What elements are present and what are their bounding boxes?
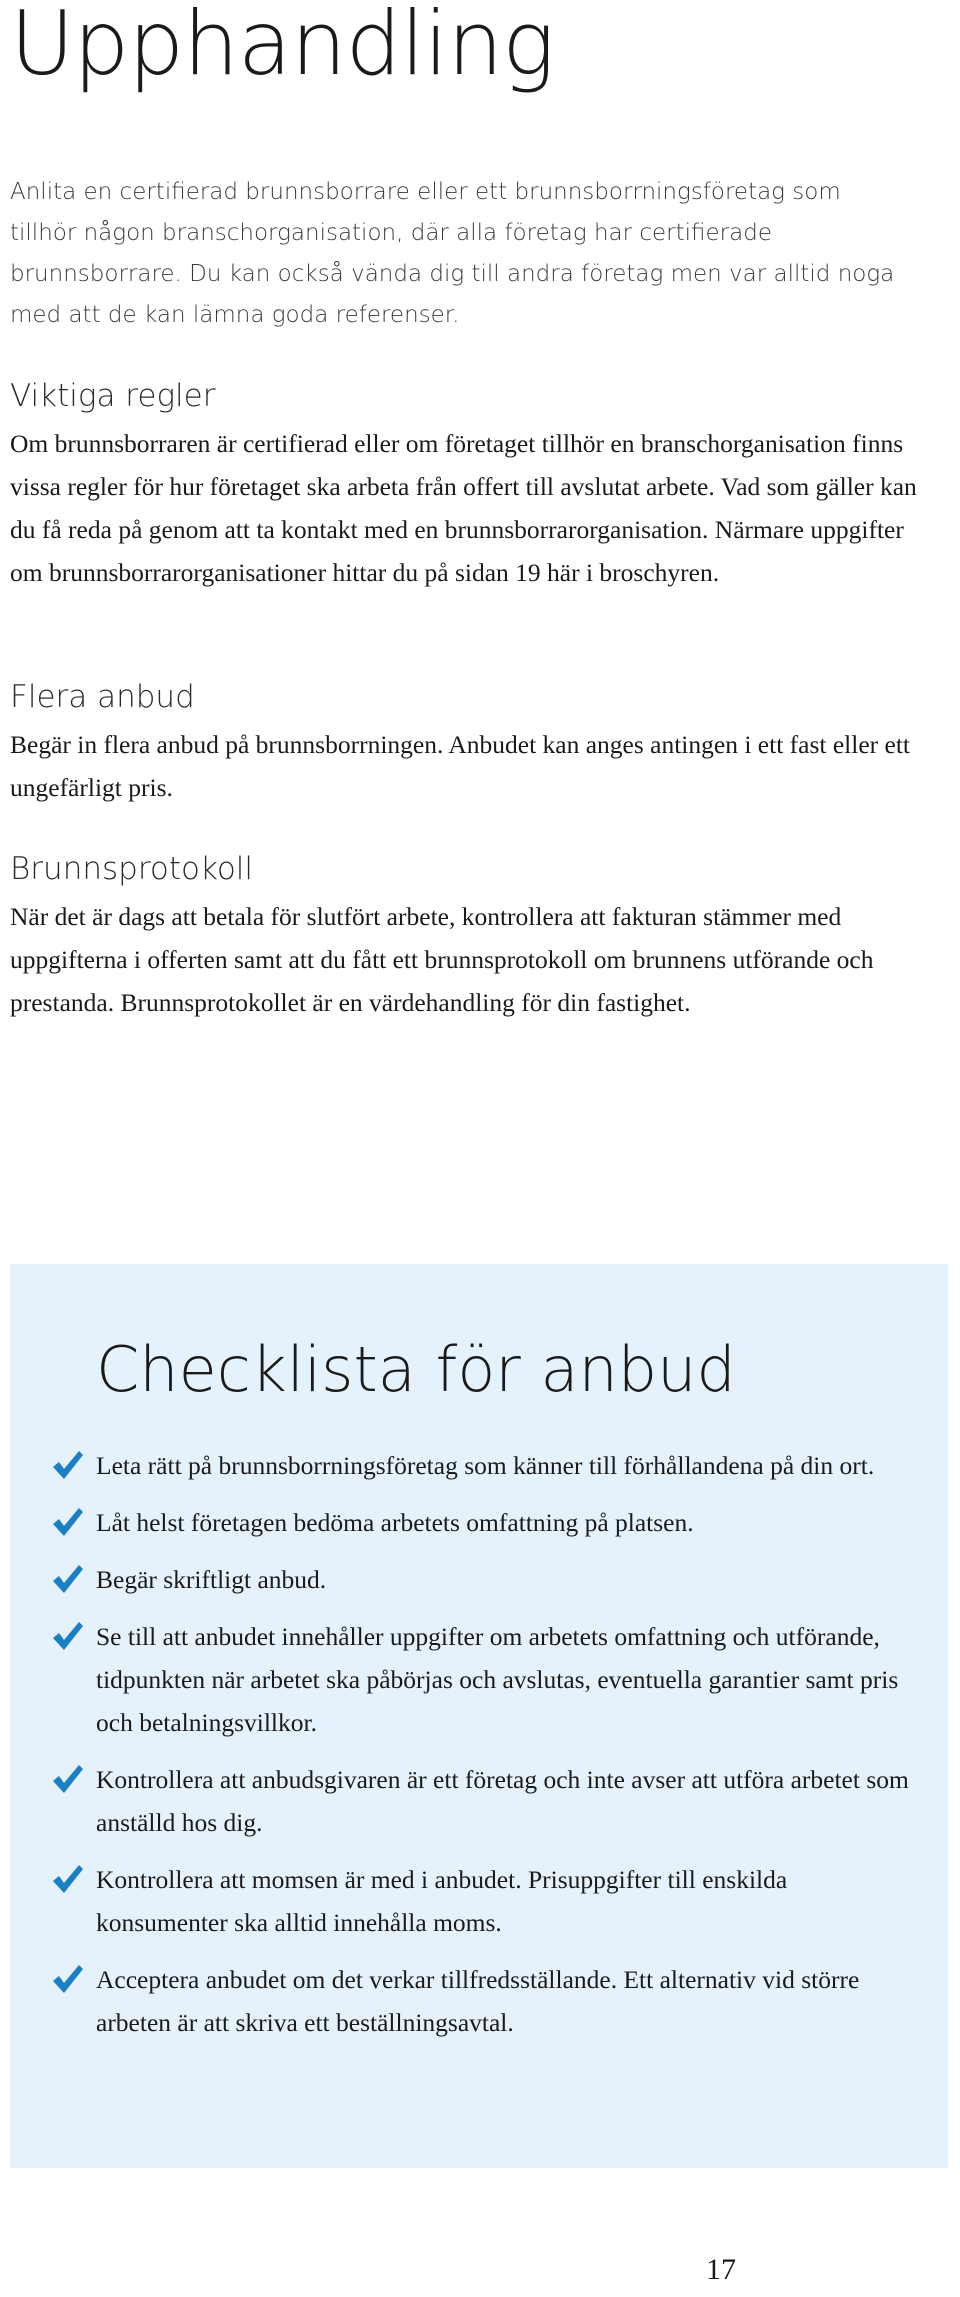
checklist-title: Checklista för anbud [96,1333,736,1406]
checklist-item-text: Acceptera anbudet om det verkar tillfredsställande. Ett alternativ vid större arbeten är att skriva ett beställningsavtal. [96,1965,860,2037]
intro-paragraph: Anlita en certifierad brunnsborrare eller ett brunnsborrningsföretag som tillhör någon branschorganisation, där alla företag har certifierade brunnsborrare. Du kan också vända dig till andra företag men var alltid noga med att de kan lämna goda referenser. [10,179,895,328]
checklist [50,1444,910,2058]
checklist-item-text: Kontrollera att momsen är med i anbudet. Prisuppgifter till enskilda konsumenter ska alltid innehålla moms. [96,1865,788,1937]
section-body: När det är dags att betala för slutfört arbete, kontrollera att fakturan stämmer med uppgifterna i offerten samt att du fått ett brunnsprotokoll om brunnens utförande och prestanda. Brunnsprotokollet är en värdehandling för din fastighet. [10,902,874,1017]
checkmark-icon [50,1619,84,1653]
section-body: Begär in flera anbud på brunnsborrningen. Anbudet kan anges antingen i ett fast eller ett ungefärligt pris. [10,730,911,802]
section-heading: Brunnsprotokoll [10,851,254,887]
checklist-item [50,1615,910,1744]
checklist-item-text: Leta rätt på brunnsborrningsföretag som känner till förhållandena på din ort. [96,1451,875,1480]
section-heading: Viktiga regler [10,378,216,414]
checkmark-icon [50,1562,84,1596]
checklist-item [50,1958,910,2044]
section-viktiga-regler [10,376,930,594]
checkmark-icon [50,1505,84,1539]
section-heading: Flera anbud [10,679,195,715]
checkmark-icon [50,1862,84,1896]
checklist-box [10,1264,948,2168]
checklist-item-text: Se till att anbudet innehåller uppgifter om arbetets omfattning och utförande, tidpunkten när arbetet ska påbörjas och avslutas, eventuella garantier samt pris och betalningsvillkor. [96,1622,899,1737]
section-body: Om brunnsborraren är certifierad eller om företaget tillhör en branschorganisation finns vissa regler för hur företaget ska arbeta från offert till avslutat arbete. Vad som gäller kan du få reda på genom att ta kontakt med en brunnsborrarorganisation. Närmare uppgifter om brunnsborrarorganisationer hittar du på sidan 19 här i broschyren. [10,429,917,587]
checklist-item [50,1558,910,1601]
page-title: Upphandling [10,0,554,95]
section-flera-anbud [10,677,930,809]
page-number: 17 [706,2253,736,2286]
checklist-item-text: Kontrollera att anbudsgivaren är ett företag och inte avser att utföra arbetet som anställd hos dig. [96,1765,909,1837]
checklist-item [50,1501,910,1544]
checklist-item [50,1858,910,1944]
checkmark-icon [50,1962,84,1996]
checklist-item-text: Begär skriftligt anbud. [96,1565,327,1594]
checkmark-icon [50,1762,84,1796]
checklist-item [50,1758,910,1844]
section-brunnsprotokoll [10,849,930,1024]
checklist-item [50,1444,910,1487]
checkmark-icon [50,1448,84,1482]
checklist-item-text: Låt helst företagen bedöma arbetets omfattning på platsen. [96,1508,694,1537]
